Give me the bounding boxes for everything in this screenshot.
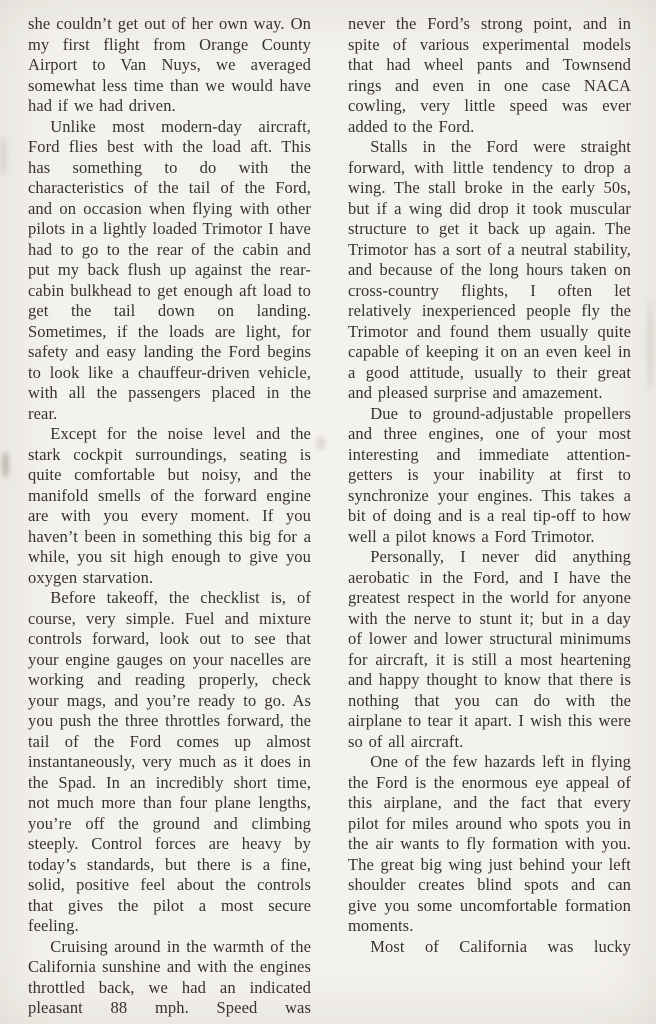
paragraph: Due to ground-adjustable propellers and three engines, one of your most interesting and immediate attention-getters is your inability at first to synchronize your engines. This takes a bit of doing and is a real tip-off to how well a pilot knows a Ford Trimotor. bbox=[348, 403, 631, 546]
paragraph: Personally, I never did anything aerobatic in the Ford, and I have the greatest respect in the world for anyone with the nerve to stunt it; but in a day of lower and lower structural minimums for aircraft, it is still a most heartening and happy thought to know that there is nothing that you can do with the airplane to tear it apart. I wish this were so of all aircraft. bbox=[348, 547, 631, 751]
paragraph: Except for the noise level and the stark cockpit surroundings, seating is quite comfortable but noisy, and the manifold smells of the forward engine are with you every moment. If you haven’t been in something this big for a while, you sit high enough to give you oxygen starvation. bbox=[28, 424, 311, 587]
scan-artifact bbox=[2, 452, 9, 478]
paragraph: she couldn’t get out of her own way. On my first flight from Orange County Airport to Van Nuys, we averaged somewhat less time than we would have had if we had driven. bbox=[28, 14, 311, 115]
paragraph: never the Ford’s strong point, and in spite of various experimental models that had wheel pants and Townsend rings and even in one case NACA cowling, very little speed was ever added to the Ford. bbox=[348, 14, 631, 136]
scan-artifact bbox=[1, 136, 6, 176]
paragraph: Stalls in the Ford were straight forward, with little tendency to drop a wing. The stall broke in the early 50s, but if a wing did drop it took muscular structure to get it back up again. The Trimotor has a sort of a neutral stability, and because of the long hours taken on cross-country flights, I often let relatively inexperienced people fly the Trimotor and found them usually quite capable of keeping it on an even keel in a good attitude, usually to their great and pleased surprise and amazement. bbox=[348, 137, 631, 402]
paragraph: Unlike most modern-day aircraft, Ford flies best with the load aft. This has something to do with the characteristics of the tail of the Ford, and on occasion when flying with other pilots in a lightly loaded Trimotor I have had to go to the rear of the cabin and put my back flush up against the rear-cabin bulkhead to get enough aft load to get the tail down on landing. Sometimes, if the loads are light, for safety and easy landing the Ford begins to look like a chauffeur-driven vehicle, with all the passengers placed in the rear. bbox=[28, 116, 311, 423]
scan-artifact bbox=[316, 436, 326, 450]
paragraph: One of the few hazards left in flying the Ford is the enormous eye appeal of this airplane, and the fact that every pilot for miles around who spots you in the air wants to fly formation with you. The great big wing just behind your left shoulder creates blind spots and can give you some uncomfortable formation moments. bbox=[348, 752, 631, 935]
paragraph: Most of California was lucky bbox=[370, 936, 631, 956]
left-column bbox=[28, 14, 311, 1019]
scan-artifact bbox=[647, 300, 653, 390]
paragraph: Before takeoff, the checklist is, of course, very simple. Fuel and mixture controls forward, look out to see that your engine gauges on your nacelles are working and reading properly, check your mags, and you’re ready to go. As you push the three throttles forward, the tail of the Ford comes up almost instantaneously, very much as it does in the Spad. In an incredibly short time, not much more than four plane lengths, you’re off the ground and climbing steeply. Control forces are heavy by today’s standards, but there is a fine, solid, positive feel about the controls that gives the pilot a most secure feeling. bbox=[28, 588, 311, 935]
right-column bbox=[348, 14, 631, 1019]
paragraph: Cruising around in the warmth of the California sunshine and with the engines throttled back, we had an indicated pleasant 88 mph. Speed was bbox=[28, 936, 311, 1017]
